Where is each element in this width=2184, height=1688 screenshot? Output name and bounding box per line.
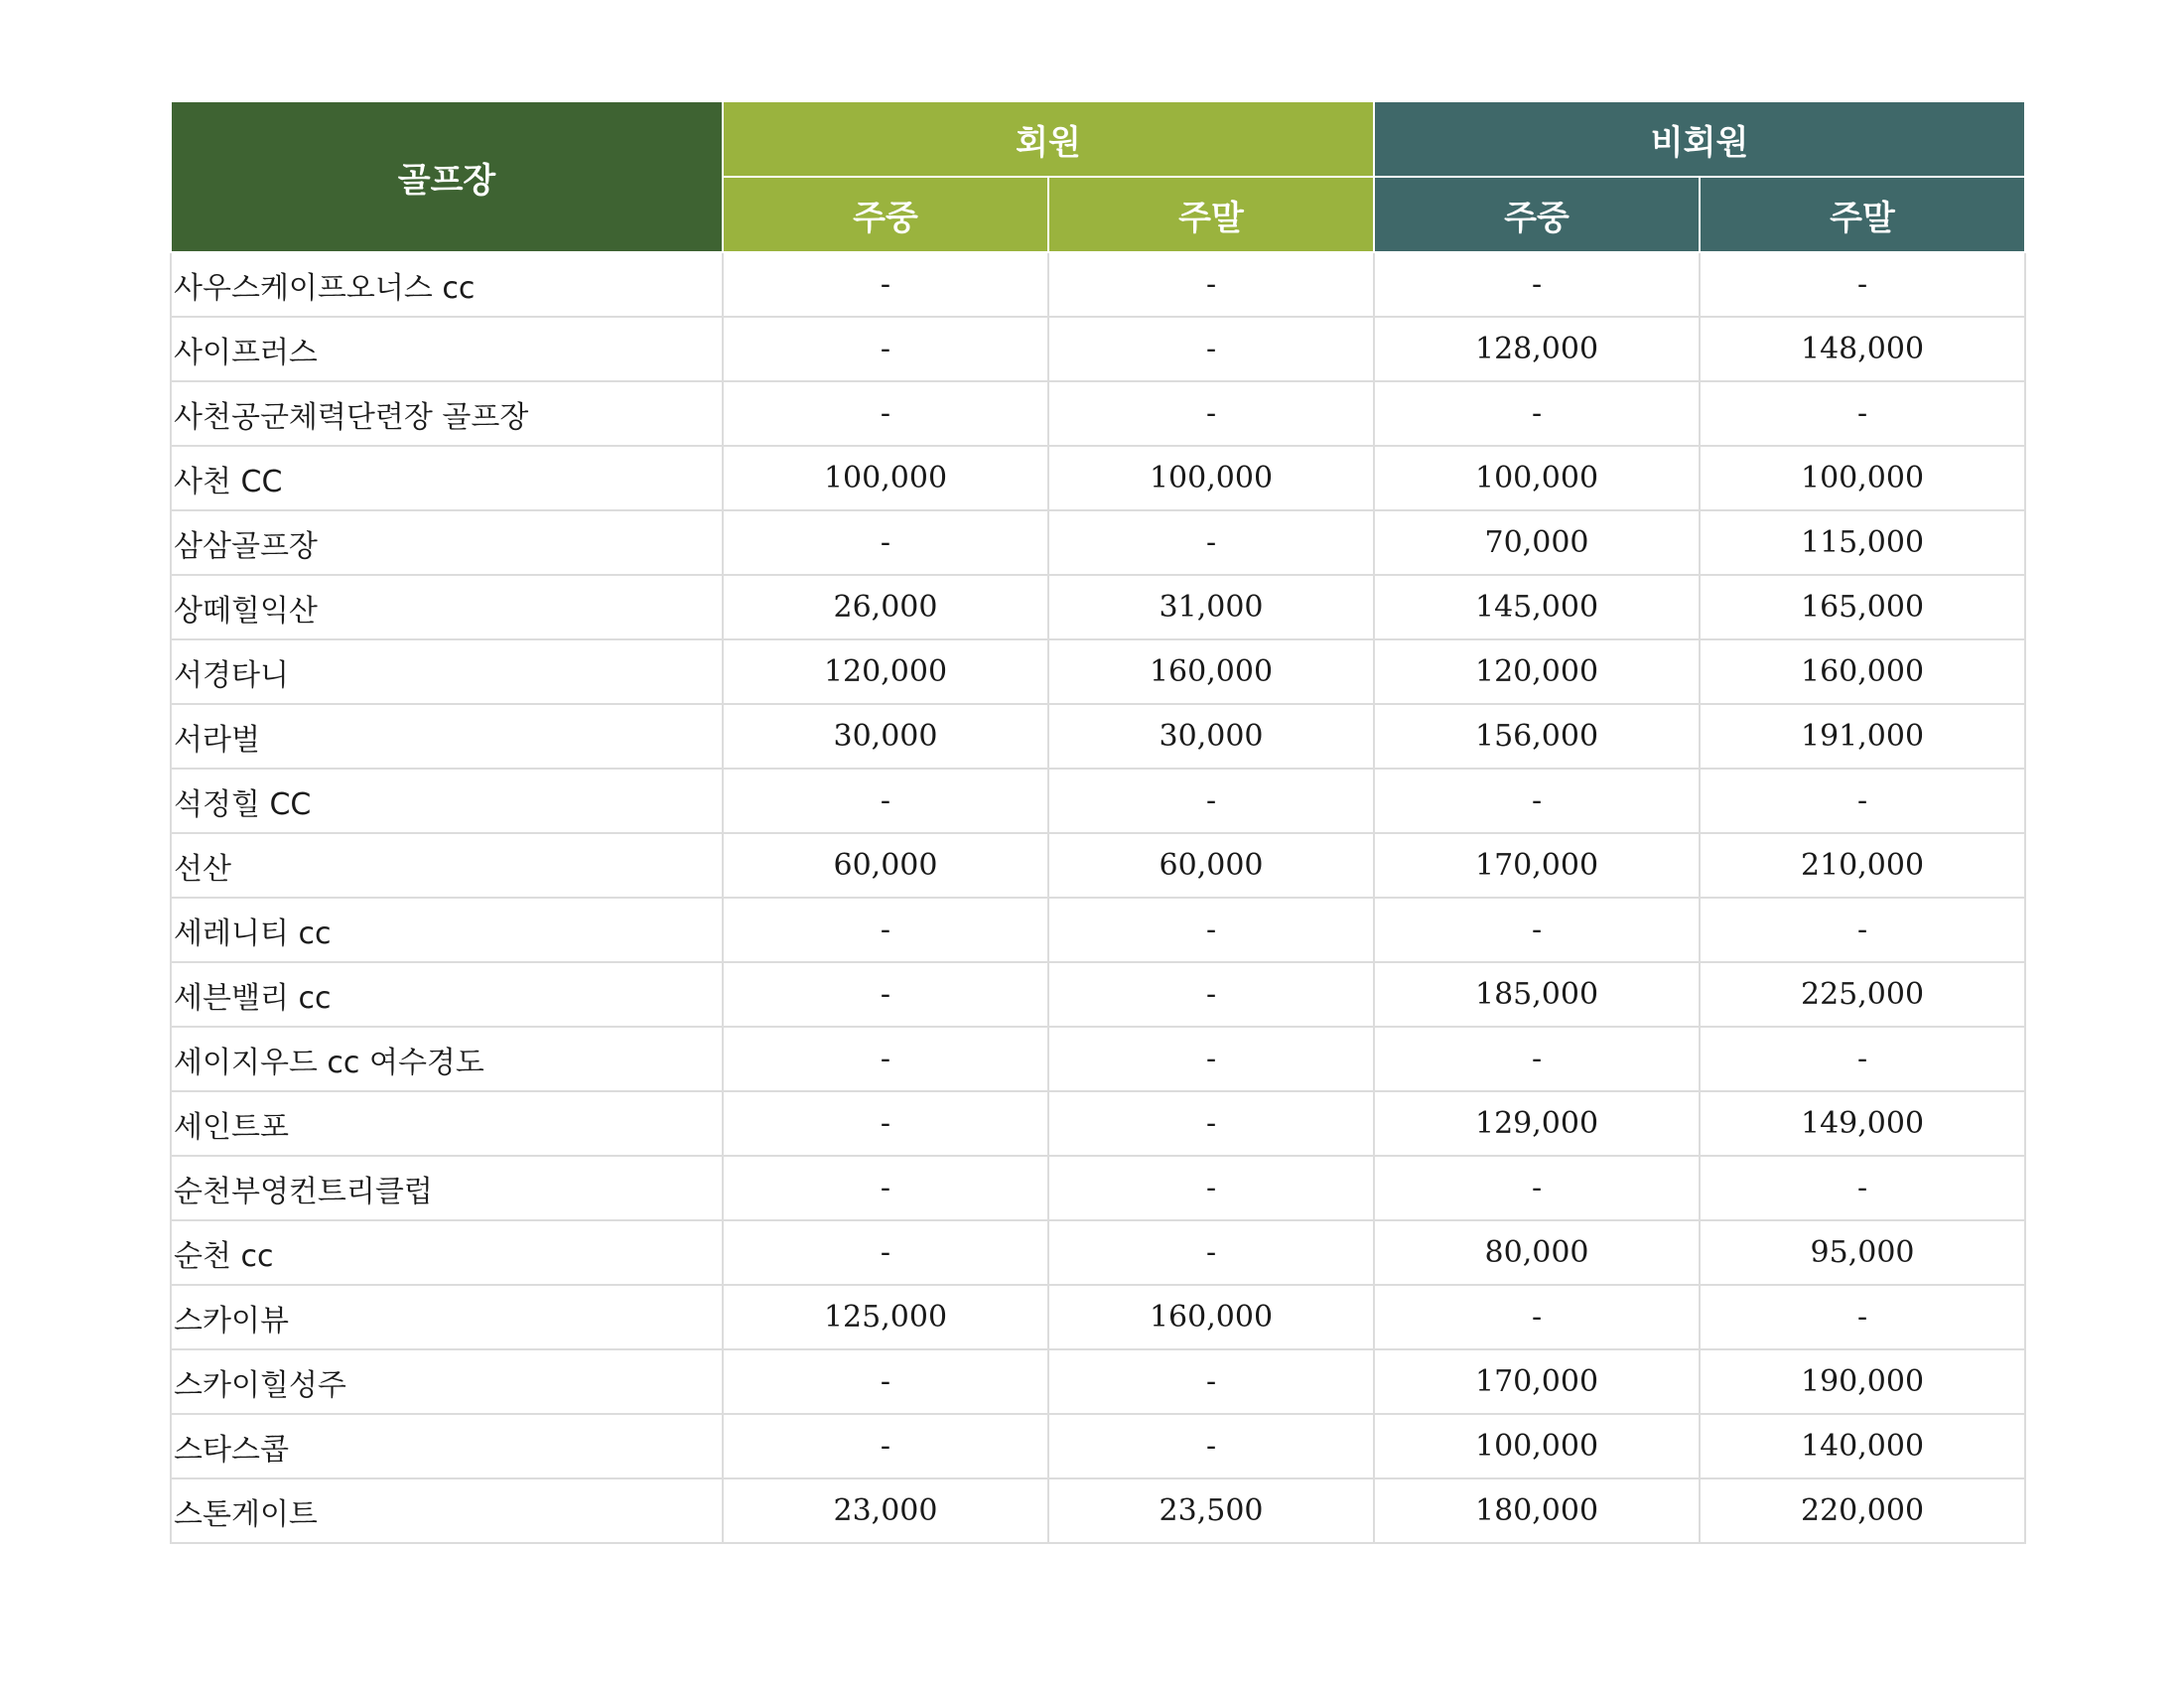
member-weekday-cell: 120,000 [723, 639, 1048, 704]
member-weekend-cell: - [1048, 510, 1374, 575]
nonmember-weekend-cell: 225,000 [1700, 962, 2025, 1027]
member-weekend-cell: - [1048, 1349, 1374, 1414]
nonmember-weekday-cell: 145,000 [1374, 575, 1700, 639]
member-weekday-cell: 125,000 [723, 1285, 1048, 1349]
nonmember-group-header: 비회원 [1374, 101, 2025, 177]
member-weekend-cell: 160,000 [1048, 1285, 1374, 1349]
member-weekend-cell: - [1048, 962, 1374, 1027]
course-name-cell: 사천공군체력단련장 골프장 [171, 381, 723, 446]
nonmember-weekend-cell: 95,000 [1700, 1220, 2025, 1285]
member-weekday-cell: - [723, 1156, 1048, 1220]
table-row [171, 510, 2025, 575]
course-name-cell: 사이프러스 [171, 317, 723, 381]
member-weekend-cell: - [1048, 1027, 1374, 1091]
member-weekend-cell: - [1048, 317, 1374, 381]
nonmember-weekday-cell: 70,000 [1374, 510, 1700, 575]
member-weekday-cell: 100,000 [723, 446, 1048, 510]
nonmember-weekday-cell: - [1374, 381, 1700, 446]
course-name-cell: 세인트포 [171, 1091, 723, 1156]
member-weekday-cell: - [723, 1414, 1048, 1478]
table-row [171, 1414, 2025, 1478]
nonmember-weekend-cell: 191,000 [1700, 704, 2025, 769]
member-weekday-cell: - [723, 962, 1048, 1027]
table-row [171, 1091, 2025, 1156]
nonmember-weekend-header: 주말 [1700, 177, 2025, 252]
member-weekend-cell: - [1048, 381, 1374, 446]
course-name-cell: 스카이힐성주 [171, 1349, 723, 1414]
nonmember-weekend-cell: - [1700, 898, 2025, 962]
nonmember-weekend-cell: 115,000 [1700, 510, 2025, 575]
table-row [171, 381, 2025, 446]
member-weekend-cell: 100,000 [1048, 446, 1374, 510]
member-group-header: 회원 [723, 101, 1374, 177]
course-name-cell: 상떼힐익산 [171, 575, 723, 639]
nonmember-weekday-cell: 185,000 [1374, 962, 1700, 1027]
course-name-cell: 서경타니 [171, 639, 723, 704]
member-weekend-cell: 60,000 [1048, 833, 1374, 898]
nonmember-weekday-cell: 170,000 [1374, 833, 1700, 898]
course-name-cell: 세레니티 cc [171, 898, 723, 962]
course-name-cell: 순천 cc [171, 1220, 723, 1285]
nonmember-weekend-cell: 190,000 [1700, 1349, 2025, 1414]
member-weekday-cell: - [723, 1091, 1048, 1156]
nonmember-weekday-cell: - [1374, 252, 1700, 317]
course-name-cell: 스카이뷰 [171, 1285, 723, 1349]
table-row [171, 1156, 2025, 1220]
member-weekday-cell: - [723, 1220, 1048, 1285]
course-name-cell: 사우스케이프오너스 cc [171, 252, 723, 317]
table-header [171, 101, 2025, 252]
member-weekday-cell: - [723, 381, 1048, 446]
green-fee-table [170, 100, 2026, 1544]
nonmember-weekday-cell: 180,000 [1374, 1478, 1700, 1543]
nonmember-weekend-cell: 210,000 [1700, 833, 2025, 898]
nonmember-weekday-cell: - [1374, 1156, 1700, 1220]
member-weekday-cell: 60,000 [723, 833, 1048, 898]
nonmember-weekday-cell: - [1374, 1285, 1700, 1349]
member-weekend-cell: - [1048, 252, 1374, 317]
member-weekday-cell: - [723, 769, 1048, 833]
course-name-cell: 사천 CC [171, 446, 723, 510]
course-name-cell: 선산 [171, 833, 723, 898]
table-row [171, 898, 2025, 962]
member-weekday-cell: 23,000 [723, 1478, 1048, 1543]
nonmember-weekday-cell: 80,000 [1374, 1220, 1700, 1285]
nonmember-weekend-cell: 165,000 [1700, 575, 2025, 639]
member-weekday-cell: - [723, 1027, 1048, 1091]
nonmember-weekend-cell: - [1700, 381, 2025, 446]
nonmember-weekend-cell: 140,000 [1700, 1414, 2025, 1478]
member-weekday-cell: 30,000 [723, 704, 1048, 769]
nonmember-weekend-cell: - [1700, 1285, 2025, 1349]
nonmember-weekend-cell: 100,000 [1700, 446, 2025, 510]
course-column-header: 골프장 [171, 101, 723, 252]
table-row [171, 252, 2025, 317]
member-weekday-cell: - [723, 1349, 1048, 1414]
nonmember-weekday-cell: 100,000 [1374, 446, 1700, 510]
course-name-cell: 세이지우드 cc 여수경도 [171, 1027, 723, 1091]
table-row [171, 704, 2025, 769]
course-name-cell: 삼삼골프장 [171, 510, 723, 575]
table-row [171, 1478, 2025, 1543]
table-row [171, 769, 2025, 833]
table-row [171, 446, 2025, 510]
nonmember-weekend-cell: - [1700, 1027, 2025, 1091]
member-weekend-cell: - [1048, 1156, 1374, 1220]
member-weekend-cell: 31,000 [1048, 575, 1374, 639]
nonmember-weekday-cell: 129,000 [1374, 1091, 1700, 1156]
member-weekend-cell: 23,500 [1048, 1478, 1374, 1543]
member-weekend-cell: - [1048, 898, 1374, 962]
table-row [171, 317, 2025, 381]
green-fee-table-container [170, 100, 2025, 1544]
table-row [171, 1220, 2025, 1285]
nonmember-weekday-cell: 100,000 [1374, 1414, 1700, 1478]
nonmember-weekday-header: 주중 [1374, 177, 1700, 252]
member-weekend-cell: - [1048, 1414, 1374, 1478]
table-row [171, 1027, 2025, 1091]
member-weekend-cell: - [1048, 1091, 1374, 1156]
nonmember-weekend-cell: 220,000 [1700, 1478, 2025, 1543]
nonmember-weekend-cell: 148,000 [1700, 317, 2025, 381]
course-name-cell: 석정힐 CC [171, 769, 723, 833]
nonmember-weekday-cell: - [1374, 1027, 1700, 1091]
member-weekday-cell: - [723, 898, 1048, 962]
nonmember-weekday-cell: 128,000 [1374, 317, 1700, 381]
table-row [171, 833, 2025, 898]
nonmember-weekend-cell: - [1700, 1156, 2025, 1220]
table-row [171, 639, 2025, 704]
table-row [171, 1285, 2025, 1349]
course-name-cell: 세븐밸리 cc [171, 962, 723, 1027]
member-weekend-cell: 30,000 [1048, 704, 1374, 769]
member-weekday-cell: - [723, 252, 1048, 317]
nonmember-weekend-cell: 160,000 [1700, 639, 2025, 704]
nonmember-weekday-cell: - [1374, 898, 1700, 962]
course-name-cell: 서라벌 [171, 704, 723, 769]
course-name-cell: 스톤게이트 [171, 1478, 723, 1543]
nonmember-weekday-cell: 156,000 [1374, 704, 1700, 769]
member-weekend-header: 주말 [1048, 177, 1374, 252]
member-weekend-cell: - [1048, 769, 1374, 833]
nonmember-weekend-cell: - [1700, 769, 2025, 833]
course-name-cell: 스타스콥 [171, 1414, 723, 1478]
member-weekday-cell: 26,000 [723, 575, 1048, 639]
nonmember-weekday-cell: 170,000 [1374, 1349, 1700, 1414]
nonmember-weekday-cell: 120,000 [1374, 639, 1700, 704]
nonmember-weekend-cell: - [1700, 252, 2025, 317]
member-weekday-header: 주중 [723, 177, 1048, 252]
member-weekday-cell: - [723, 510, 1048, 575]
member-weekend-cell: 160,000 [1048, 639, 1374, 704]
member-weekend-cell: - [1048, 1220, 1374, 1285]
nonmember-weekday-cell: - [1374, 769, 1700, 833]
nonmember-weekend-cell: 149,000 [1700, 1091, 2025, 1156]
course-name-cell: 순천부영컨트리클럽 [171, 1156, 723, 1220]
table-row [171, 575, 2025, 639]
table-body [171, 252, 2025, 1543]
member-weekday-cell: - [723, 317, 1048, 381]
table-row [171, 962, 2025, 1027]
table-row [171, 1349, 2025, 1414]
